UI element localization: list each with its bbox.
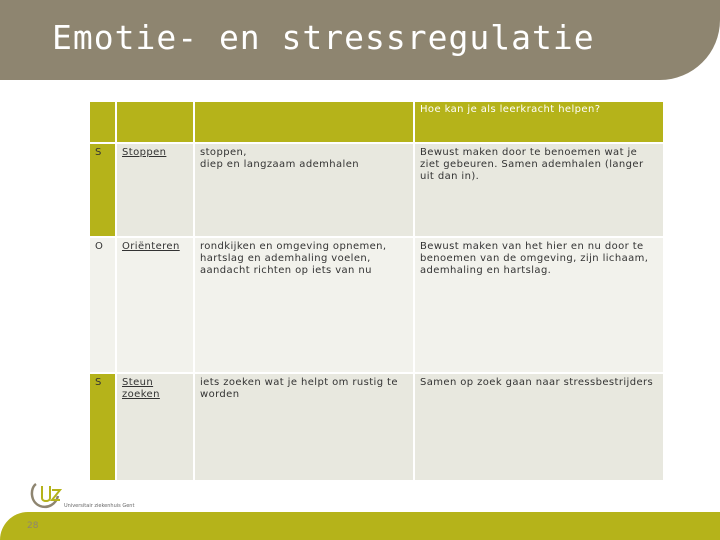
- header-cell-help: Hoe kan je als leerkracht helpen?: [414, 101, 664, 143]
- row-code: S: [89, 143, 116, 237]
- logo-text: Universitair ziekenhuis Gent: [64, 503, 135, 509]
- row-help: Samen op zoek gaan naar stressbestrijders: [414, 373, 664, 481]
- row-code: O: [89, 237, 116, 373]
- page-number: 28: [27, 521, 39, 531]
- row-help: Bewust maken door te benoemen wat je ziet gebeuren. Samen ademhalen (langer uit dan in).: [414, 143, 664, 237]
- footer-band: [0, 512, 720, 540]
- row-step-link[interactable]: Steun zoeken: [116, 373, 194, 481]
- row-step-link[interactable]: Oriënteren: [116, 237, 194, 373]
- header-cell: [89, 101, 116, 143]
- row-description: stoppen, diep en langzaam ademhalen: [194, 143, 414, 237]
- table-row: [89, 373, 664, 481]
- header-cell: [116, 101, 194, 143]
- sos-table: [88, 100, 665, 482]
- table-row: [89, 143, 664, 237]
- table-header-row: [89, 101, 664, 143]
- row-code: S: [89, 373, 116, 481]
- row-description: iets zoeken wat je helpt om rustig te worden: [194, 373, 414, 481]
- row-step-link[interactable]: Stoppen: [116, 143, 194, 237]
- row-help: Bewust maken van het hier en nu door te benoemen van de omgeving, zijn lichaam, ademhaling en hartslag.: [414, 237, 664, 373]
- row-description: rondkijken en omgeving opnemen, hartslag en ademhaling voelen, aandacht richten op iets van nu: [194, 237, 414, 373]
- table-row: [89, 237, 664, 373]
- header-cell: [194, 101, 414, 143]
- slide-title: Emotie- en stressregulatie: [52, 18, 595, 57]
